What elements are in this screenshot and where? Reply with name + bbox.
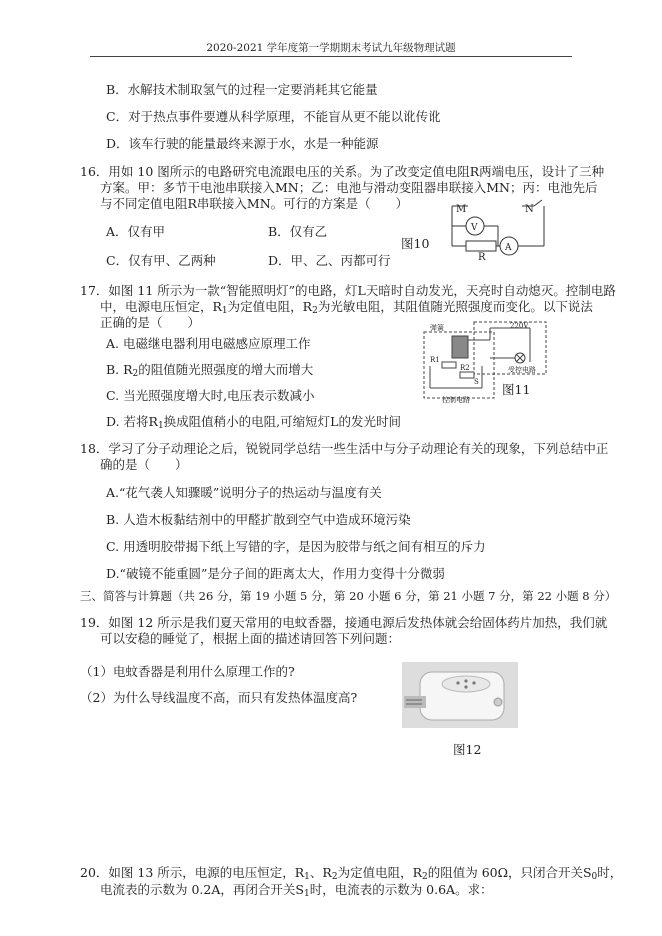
figure-11-caption: 图11 [502,382,531,397]
q16-stem-line1: 16．用如 10 图所示的电路研究电流跟电压的关系。为了改变定值电阻R两端电压，设计了三种 [80,164,605,179]
fig10-voltmeter-label: V [471,223,478,233]
q17-option-c: C. 当光照强度增大时,电压表示数减小 [106,388,315,403]
fig11-label-work-circuit: 受控电路 [508,366,536,374]
q17-option-a: A. 电磁继电器利用电磁感应原理工作 [106,336,311,351]
q20-stem-line1: 20．如图 13 所示，电源的电压恒定，$R_1$、$R_2$为定值电阻，$R_2$的阻值为 60Ω，只闭合开关$S_0$时， [80,865,623,882]
figure-10-circuit [438,196,560,260]
fig10-ammeter-label: A [505,243,512,253]
fig11-label-control-circuit: 控制电路 [442,396,470,404]
q16-option-b: B．仅有乙 [268,224,328,239]
fig11-label-spring: 弹簧 [430,324,444,332]
q17-option-b: B. $R_2$的阻值随光照强度的增大而增大 [106,362,314,379]
fig11-label-220v: 220V [510,322,529,330]
q18-option-a: A.“花气袭人知骤暖”说明分子的热运动与温度有关 [106,485,382,500]
section-3-heading: 三、简答与计算题（共 26 分，第 19 小题 5 分，第 20 小题 6 分，第 21 小题 7 分，第 22 小题 8 分） [80,589,617,603]
q18-option-b: B. 人造木板黏结剂中的甲醛扩散到空气中造成环境污染 [106,512,411,527]
q16-stem-line2: 方案。甲：多节干电池串联接入MN；乙：电池与滑动变阻器串联接入MN；丙：电池先后 [100,180,598,195]
q20-stem-line2: 电流表的示数为 0.2A，再闭合开关$S_1$时，电流表的示数为 0.6A。求： [100,882,493,899]
q18-stem-line1: 18．学习了分子动理论之后，锐锐同学总结一些生活中与分子动理论有关的现象，下列总结中正 [80,441,609,456]
q18-option-c: C. 用透明胶带揭下纸上写错的字，是因为胶带与纸之间有相互的斥力 [106,539,486,554]
q16-option-c: C．仅有甲、乙两种 [106,253,216,268]
q17-stem-line1: 17．如图 11 所示为一款“智能照明灯”的电路，灯L天暗时自动发光，天亮时自动熄灭。控制电路 [80,283,616,298]
fig11-label-r1: R1 [430,356,440,364]
fig11-label-s: S [474,378,479,386]
q16-option-a: A．仅有甲 [106,224,166,239]
q19-stem-line2: 可以安稳的睡觉了，根据上面的描述请回答下列问题： [100,631,401,646]
page-header: 2020-2021 学年度第一学期期末考试九年级物理试题 [206,42,456,54]
q15-option-c: C．对于热点事件要遵从科学原理，不能盲从更不能以讹传讹 [106,109,441,124]
figure-12-caption: 图12 [453,742,482,757]
q19-subquestion-1: （1）电蚊香器是利用什么原理工作的? [80,664,295,679]
q17-stem-line3: 正确的是（ ） [100,315,201,330]
q18-stem-line2: 确的是（ ） [100,457,188,472]
q17-option-d: D. 若将$R_1$换成阻值稍小的电阻,可缩短灯L的发光时间 [106,414,401,431]
q18-option-d: D.“破镜不能重圆”是分子间的距离太大，作用力变得十分微弱 [106,566,445,581]
q16-stem-line3: 与不同定值电阻R串联接入MN。可行的方案是（ ） [100,196,409,211]
figure-10-caption: 图10 [401,236,430,251]
q17-stem-line2: 中，电源电压恒定，$R_1$为定值电阻，$R_2$为光敏电阻，其阻值随光照强度而变化。以下说法 [100,299,593,316]
fig10-label-n: N [525,204,534,215]
q19-subquestion-2: （2）为什么导线温度不高，而只有发热体温度高? [80,690,358,705]
fig10-resistor-label: R [478,252,486,260]
figure-12-mosquito-heater-photo [402,662,518,728]
q15-option-d: D．该车行驶的能量最终来源于水，水是一种能源 [106,136,379,151]
figure-11-circuit [420,318,550,404]
fig11-label-r2: R2 [460,364,470,372]
q16-option-d: D．甲、乙、丙都可行 [268,253,391,268]
fig10-label-m: M [456,204,467,215]
q15-option-b: B．水解技术制取氢气的过程一定要消耗其它能量 [106,82,378,97]
q19-stem-line1: 19．如图 12 所示是我们夏天常用的电蚊香器，接通电源后发热体就会给固体药片加热，我们就 [80,615,608,630]
header-rule [90,56,572,57]
